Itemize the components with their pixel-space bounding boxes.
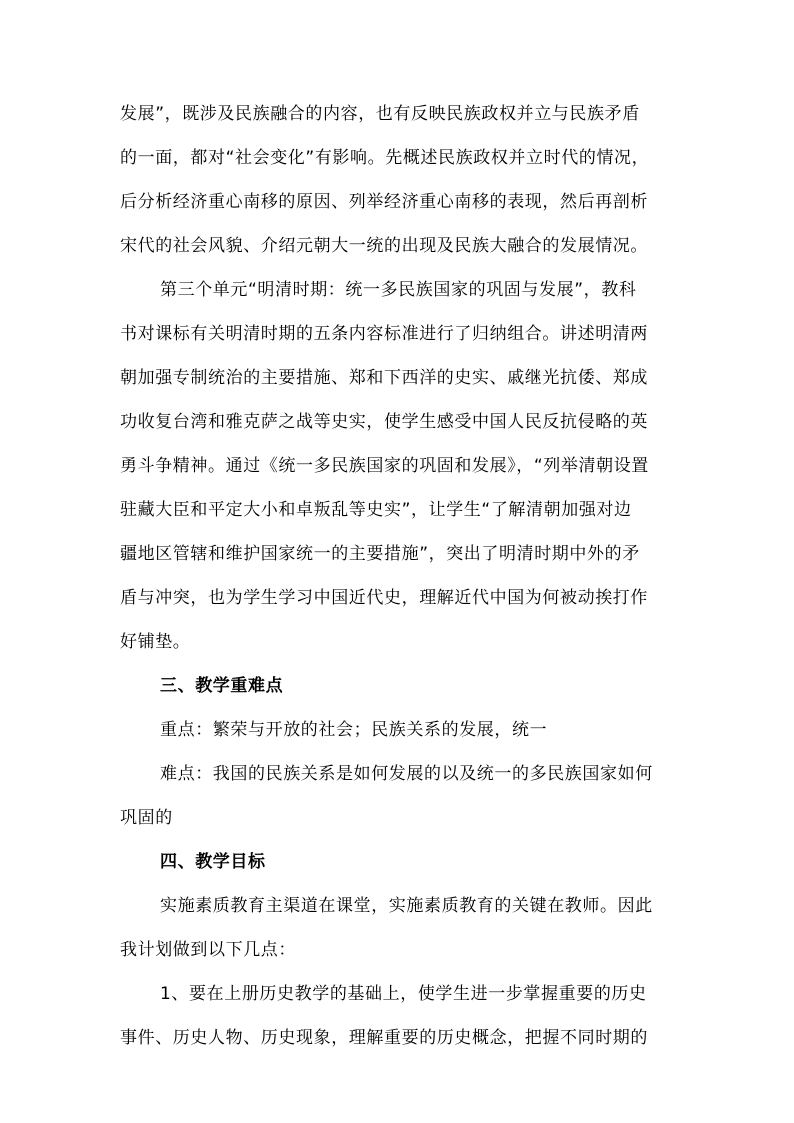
body-text-line: 朝加强专制统治的主要措施、郑和下西洋的史实、戚继光抗倭、郑成 — [120, 368, 648, 388]
body-text-line: 好铺垫。 — [120, 632, 191, 652]
body-text-line: 功收复台湾和雅克萨之战等史实，使学生感受中国人民反抗侵略的英 — [120, 412, 648, 432]
body-text-line: 后分析经济重心南移的原因、列举经济重心南移的表现，然后再剖析 — [120, 192, 648, 212]
body-text-line: 宋代的社会风貌、介绍元朝大一统的出现及民族大融合的发展情况。 — [120, 236, 648, 256]
body-text-line: 勇斗争精神。通过《统一多民族国家的巩固和发展》，“列举清朝设置 — [120, 456, 649, 476]
body-text-line: 书对课标有关明清时期的五条内容标准进行了归纳组合。讲述明清两 — [120, 324, 648, 344]
section-heading: 三、教学重难点 — [160, 676, 284, 696]
difficult-points-line: 难点：我国的民族关系是如何发展的以及统一的多民族国家如何 — [160, 764, 653, 784]
section-heading: 四、教学目标 — [160, 852, 266, 872]
paragraph-first-line: 实施素质教育主渠道在课堂，实施素质教育的关键在教师。因此 — [160, 896, 653, 916]
body-text-line: 发展”，既涉及民族融合的内容，也有反映民族政权并立与民族矛盾 — [120, 104, 640, 124]
body-text-line: 事件、历史人物、历史现象，理解重要的历史概念，把握不同时期的 — [120, 1028, 648, 1048]
body-text-line: 我计划做到以下几点： — [120, 940, 296, 960]
body-text-line: 盾与冲突，也为学生学习中国近代史，理解近代中国为何被动挨打作 — [120, 588, 648, 608]
key-points-line: 重点：繁荣与开放的社会；民族关系的发展，统一 — [160, 720, 548, 740]
body-text-line: 巩固的 — [120, 808, 173, 828]
paragraph-first-line: 第三个单元“明清时期：统一多民族国家的巩固与发展”，教科 — [160, 280, 637, 300]
list-item-line: 1、要在上册历史教学的基础上，使学生进一步掌握重要的历史 — [160, 984, 647, 1004]
body-text-line: 驻藏大臣和平定大小和卓叛乱等史实”，让学生“了解清朝加强对边 — [120, 500, 632, 520]
body-text-line: 疆地区管辖和维护国家统一的主要措施”，突出了明清时期中外的矛 — [120, 544, 640, 564]
body-text-line: 的一面，都对“社会变化”有影响。先概述民族政权并立时代的情况， — [120, 148, 650, 168]
